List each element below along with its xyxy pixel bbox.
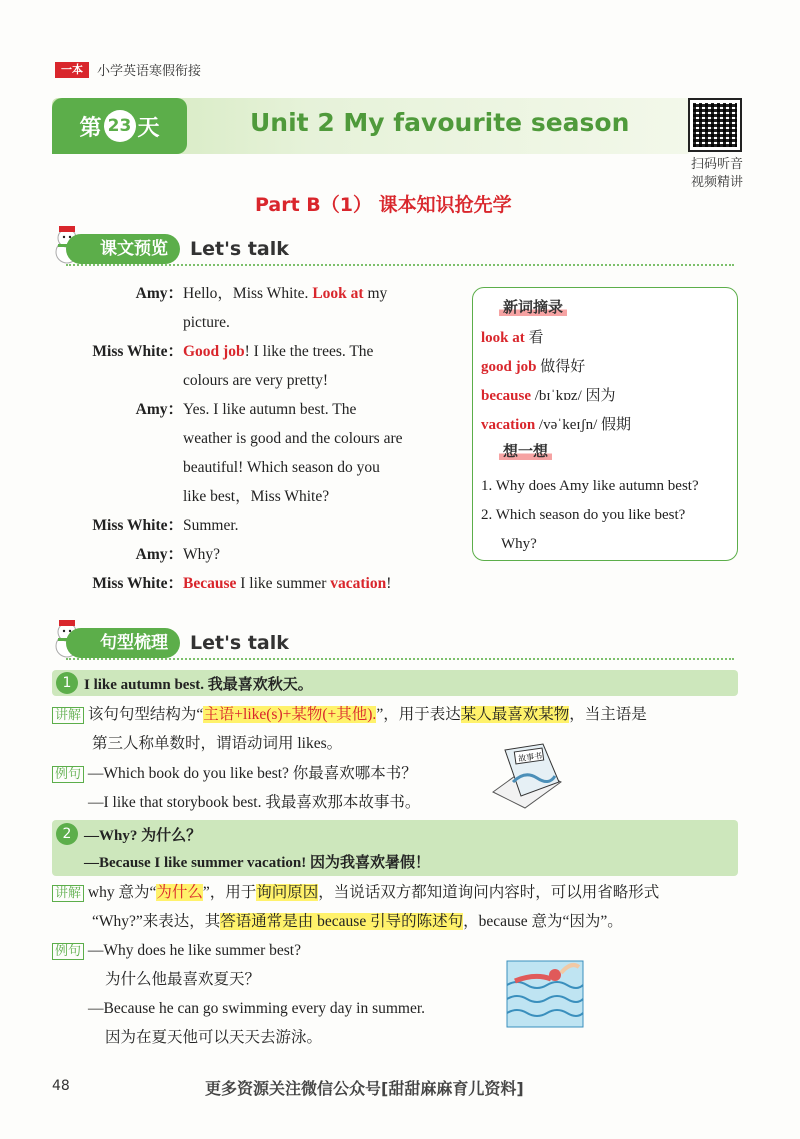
vocab-meaning: /bɪˈkɒz/ 因为	[531, 388, 616, 404]
section-preview-subtitle: Let's talk	[190, 238, 289, 260]
speaker-label: Miss White：	[92, 343, 183, 360]
explain-tag: 讲解	[52, 885, 84, 902]
think-question-2: 2. Which season do you like best?	[481, 507, 686, 523]
vocab-title: 新词摘录	[499, 298, 567, 316]
vocab-word: vacation	[481, 417, 536, 433]
dialogue-text	[183, 511, 447, 540]
vocab-meaning: 看	[524, 330, 544, 346]
example-text: —Which book do you like best? 你最喜欢哪本书？	[87, 765, 417, 782]
dialogue-line	[52, 482, 447, 511]
grammar-2-example-1	[52, 936, 301, 966]
speaker-label	[52, 482, 183, 511]
footer-text: 更多资源关注微信公众号[甜甜麻麻育儿资料]	[205, 1079, 524, 1098]
text: !	[386, 575, 392, 592]
text: ! I like the trees. The	[244, 343, 374, 360]
text: like best，Miss White?	[183, 488, 330, 505]
section-grammar-pill: 句型梳理	[66, 628, 180, 658]
qr-caption-line-1: 扫码听音	[690, 157, 743, 172]
vocab-item	[481, 353, 631, 382]
storybook-icon	[485, 742, 563, 810]
text: weather is good and the colours are	[183, 430, 403, 447]
text: Summer.	[183, 517, 239, 534]
think-question-1: 1. Why does Amy like autumn best?	[481, 478, 699, 494]
dialogue-line	[52, 279, 447, 308]
grammar-title-1: —Why? 为什么？	[84, 828, 202, 844]
example-tag: 例句	[52, 943, 84, 960]
grammar-number: 2	[56, 823, 78, 845]
speaker-label: Miss White：	[92, 575, 183, 592]
text: my	[363, 285, 388, 302]
divider	[66, 658, 734, 660]
key-phrase: Because	[183, 575, 237, 592]
example-tag: 例句	[52, 766, 84, 783]
part-title: Part B（1） 课本知识抢先学	[255, 194, 512, 216]
dialogue	[52, 279, 447, 598]
dialogue-text	[183, 482, 447, 511]
dialogue-text	[183, 569, 447, 598]
dialogue-line	[52, 337, 447, 366]
dialogue-text	[183, 424, 447, 453]
key-phrase: vacation	[330, 575, 387, 592]
text: beautiful! Which season do you	[183, 459, 380, 476]
dialogue-text	[183, 395, 447, 424]
brand-badge: 一本	[55, 62, 89, 78]
grammar-1-explanation	[52, 700, 742, 730]
key-phrase: Look at	[312, 285, 364, 302]
grammar-2-explanation-line2	[92, 907, 742, 936]
grammar-2-explanation	[52, 878, 752, 908]
text: ，当主语是	[569, 706, 647, 723]
dialogue-line	[52, 395, 447, 424]
text: 该句句型结构为“	[87, 706, 204, 723]
highlight: 某人最喜欢某物	[460, 706, 570, 723]
vocab-meaning: /vəˈkeɪʃn/ 假期	[535, 417, 631, 433]
text: why 意为“	[87, 884, 157, 901]
dialogue-text	[183, 453, 447, 482]
page-number: 48	[52, 1078, 70, 1094]
grammar-1-example-2: —I like that storybook best. 我最喜欢那本故事书。	[88, 794, 421, 811]
qr-caption	[682, 156, 752, 192]
text: “Why?”来表达，其	[92, 913, 221, 930]
grammar-1-example-1	[52, 759, 417, 789]
example-text: —Why does he like summer best?	[87, 942, 301, 959]
grammar-2-example-2: —Because he can go swimming every day in summer.	[88, 1000, 426, 1017]
speaker-label: Amy：	[135, 546, 183, 563]
unit-title: Unit 2 My favourite season	[250, 108, 630, 137]
text: Why?	[183, 546, 221, 563]
grammar-point-2-bar	[52, 820, 738, 876]
highlight: 询问原因	[256, 884, 319, 901]
day-suffix: 天	[137, 115, 160, 141]
grammar-1-explanation-line2: 第三人称单数时，谓语动词用 likes。	[92, 735, 343, 752]
explain-tag: 讲解	[52, 707, 84, 724]
text: Yes. I like autumn best. The	[183, 401, 357, 418]
dialogue-line	[52, 569, 447, 598]
dialogue-text	[183, 308, 447, 337]
dialogue-line	[52, 540, 447, 569]
think-title: 想一想	[499, 442, 552, 460]
dialogue-text	[183, 279, 447, 308]
vocab-meaning: 做得好	[536, 359, 586, 375]
dialogue-line	[52, 366, 447, 395]
text: ，当说话双方都知道询问内容时，可以用省略形式	[318, 884, 660, 901]
speaker-label	[52, 366, 183, 395]
vocab-list	[481, 324, 631, 440]
key-phrase: Good job	[183, 343, 245, 360]
grammar-title-2: —Because I like summer vacation! 因为我喜欢暑假！	[84, 855, 430, 871]
highlight: 答语通常是由 because 引导的陈述句	[220, 913, 464, 930]
speaker-label: Amy：	[135, 401, 183, 418]
vocab-item	[481, 411, 631, 440]
grammar-2-example-1-cn: 为什么他最喜欢夏天？	[105, 971, 261, 988]
dialogue-line	[52, 453, 447, 482]
speaker-label	[52, 453, 183, 482]
speaker-label: Miss White：	[92, 517, 183, 534]
day-number: 23	[104, 110, 136, 142]
vocab-item	[481, 324, 631, 353]
speaker-label: Amy：	[135, 285, 183, 302]
dialogue-line	[52, 308, 447, 337]
think-question-2b: Why?	[501, 536, 537, 552]
swimmer-icon	[505, 955, 585, 1029]
day-tab	[52, 98, 187, 154]
vocab-box	[472, 287, 738, 561]
dialogue-line	[52, 511, 447, 540]
speaker-label	[52, 424, 183, 453]
vocab-item	[481, 382, 631, 411]
text: ”，用于表达	[376, 706, 461, 723]
text: ，because 意为“因为”。	[463, 913, 623, 930]
vocab-word: good job	[481, 359, 537, 375]
grammar-title: I like autumn best. 我最喜欢秋天。	[84, 677, 313, 693]
grammar-2-example-2-cn: 因为在夏天他可以天天去游泳。	[105, 1029, 323, 1046]
text: I like summer	[236, 575, 331, 592]
text: ”，用于	[202, 884, 257, 901]
speaker-label	[52, 308, 183, 337]
dialogue-text	[183, 540, 447, 569]
vocab-word: look at	[481, 330, 525, 346]
section-preview-pill: 课文预览	[66, 234, 180, 264]
dialogue-text	[183, 366, 447, 395]
grammar-number: 1	[56, 672, 78, 694]
divider	[66, 264, 734, 266]
text: colours are very pretty!	[183, 372, 329, 389]
vocab-word: because	[481, 388, 531, 404]
day-prefix: 第	[79, 115, 102, 141]
qr-code-icon[interactable]	[688, 98, 742, 152]
dialogue-line	[52, 424, 447, 453]
qr-caption-line-2: 视频精讲	[690, 175, 743, 190]
grammar-point-1-bar	[52, 670, 738, 696]
dialogue-text	[183, 337, 447, 366]
highlight: 为什么	[156, 884, 203, 901]
book-label: 故事书	[517, 751, 543, 764]
highlight: 主语+like(s)+某物(+其他).	[203, 706, 377, 723]
section-grammar-subtitle: Let's talk	[190, 632, 289, 654]
book-title: 小学英语寒假衔接	[97, 64, 202, 79]
text: picture.	[183, 314, 230, 331]
text: Hello，Miss White.	[183, 285, 313, 302]
